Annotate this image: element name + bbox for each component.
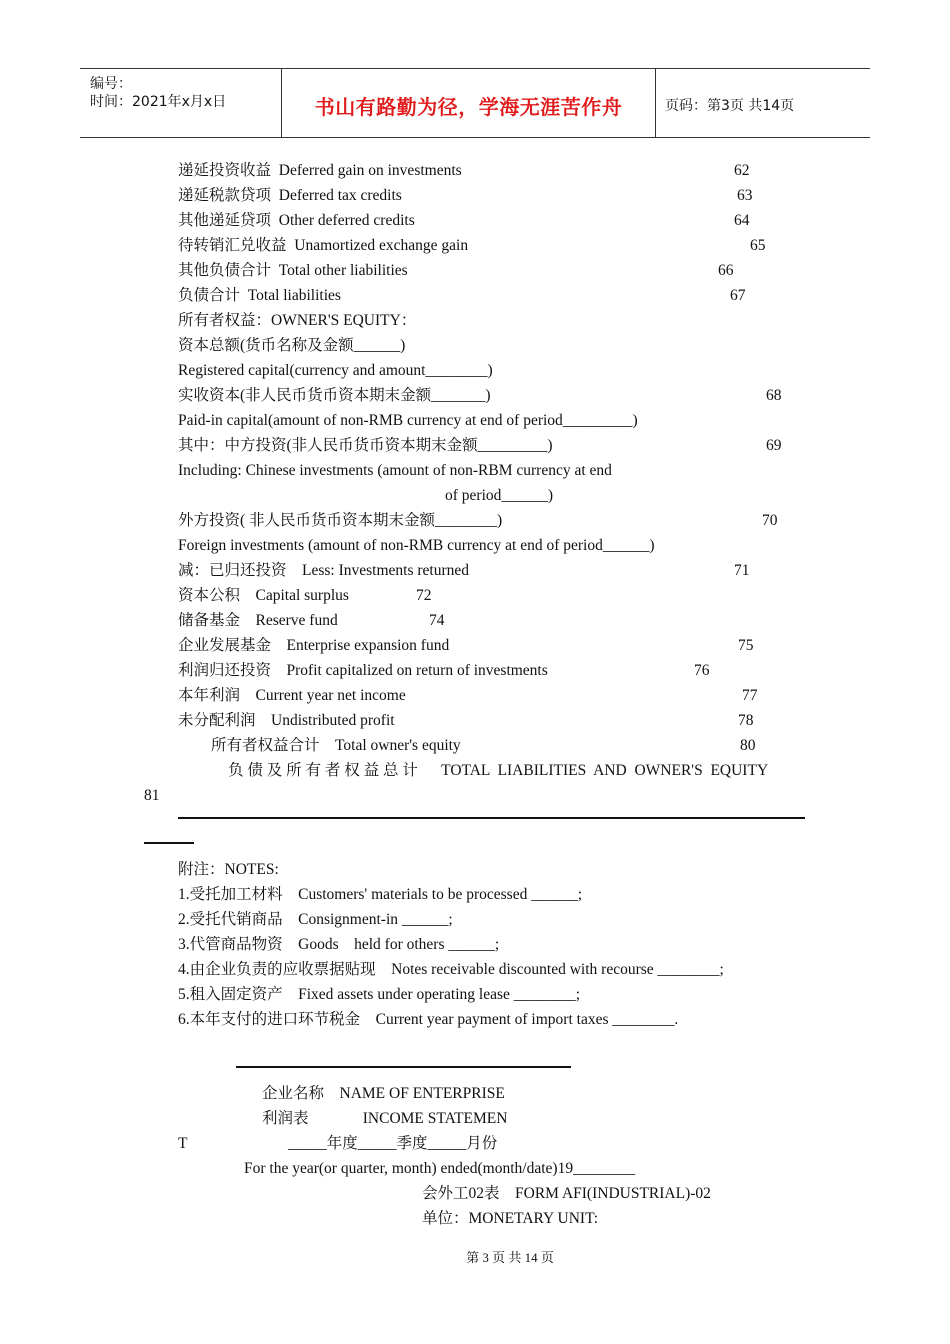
grand-total-label: 负 债 及 所 有 者 权 益 总 计 TOTAL LIABILITIES AND OWNER'S EQUITY [228,762,769,779]
income-statement-title: 利润表 INCOME STATEMEN [262,1110,508,1127]
line-item: 资本公积 Capital surplus [178,587,349,604]
line-number: 71 [734,562,750,579]
line-item: 减：已归还投资 Less: Investments returned [178,562,470,579]
line-number: 67 [730,287,746,304]
line-item: of period______) [445,487,554,504]
line-item: Registered capital(currency and amount________) [178,362,493,379]
header-motto-cell [281,69,656,137]
line-item: 其中：中方投资(非人民币货币资本期末金额_________) [178,437,553,454]
line-number: 80 [740,737,756,754]
line-item: 待转销汇兑收益 Unamortized exchange gain [178,237,469,254]
line-item: 负债合计 Total liabilities [178,287,341,304]
note-item: 6.本年支付的进口环节税金 Current year payment of import taxes ________. [178,1011,679,1028]
period-cn: _____年度_____季度_____月份 [288,1135,498,1152]
line-number: 77 [742,687,758,704]
line-number: 74 [429,612,445,629]
page-footer: 第 3 页 共 14 页 [466,1250,554,1265]
line-item: 企业发展基金 Enterprise expansion fund [178,637,450,654]
line-number: 65 [750,237,766,254]
header-left-cell [80,69,280,137]
note-item: 3.代管商品物资 Goods held for others ______; [178,936,500,953]
line-item: Including: Chinese investments (amount of non-RBM currency at end [178,462,612,479]
line-number: 72 [416,587,432,604]
line-item: 递延税款贷项 Deferred tax credits [178,187,402,204]
line-item: 资本总额(货币名称及金额______) [178,337,406,354]
line-item: 未分配利润 Undistributed profit [178,712,395,729]
note-item: 4.由企业负责的应收票据贴现 Notes receivable discounted with recourse ________; [178,961,724,978]
line-number: 70 [762,512,778,529]
line-item: 储备基金 Reserve fund [178,612,338,629]
page-info: 页码：第3页 共14页 [665,98,795,114]
line-number: 66 [718,262,734,279]
line-item: 其他负债合计 Total other liabilities [178,262,408,279]
line-item: 其他递延贷项 Other deferred credits [178,212,415,229]
line-number: 63 [737,187,753,204]
section-heading: 所有者权益：OWNER'S EQUITY： [178,312,417,329]
statement-divider [236,1066,571,1068]
section-divider [178,817,805,819]
line-number: 75 [738,637,754,654]
number-label: 编号： [90,76,132,92]
line-item: 所有者权益合计 Total owner's equity [211,737,461,754]
line-item: 本年利润 Current year net income [178,687,406,704]
page-header [80,68,870,138]
line-item: 递延投资收益 Deferred gain on investments [178,162,462,179]
note-item: 5.租入固定资产 Fixed assets under operating lease ________; [178,986,581,1003]
note-item: 1.受托加工材料 Customers' materials to be processed ______; [178,886,583,903]
form-code: 会外工02表 FORM AFI(INDUSTRIAL)-02 [422,1185,711,1202]
motto-text: 书山有路勤为径，学海无涯苦作舟 [314,95,623,119]
monetary-unit: 单位：MONETARY UNIT: [422,1210,599,1227]
line-number: 64 [734,212,750,229]
line-item: Foreign investments (amount of non-RMB currency at end of period______) [178,537,655,554]
line-item: 外方投资( 非人民币货币资本期末金额________) [178,512,503,529]
time-label: 时间：2021年x月x日 [90,94,227,110]
enterprise-name-label: 企业名称 NAME OF ENTERPRISE [262,1085,505,1102]
title-continuation: T [178,1135,188,1152]
section-divider-continuation [144,842,194,844]
line-item: 利润归还投资 Profit capitalized on return of investments [178,662,548,679]
line-item: 实收资本(非人民币货币资本期末金额_______) [178,387,491,404]
line-number: 76 [694,662,710,679]
notes-heading: 附注：NOTES: [178,861,279,878]
line-item: Paid-in capital(amount of non-RMB currency at end of period_________) [178,412,638,429]
line-number: 78 [738,712,754,729]
period-en: For the year(or quarter, month) ended(month/date)19________ [244,1160,636,1177]
header-right-cell [655,69,870,137]
grand-total-number: 81 [144,787,160,804]
line-number: 62 [734,162,750,179]
note-item: 2.受托代销商品 Consignment-in ______; [178,911,453,928]
line-number: 69 [766,437,782,454]
line-number: 68 [766,387,782,404]
